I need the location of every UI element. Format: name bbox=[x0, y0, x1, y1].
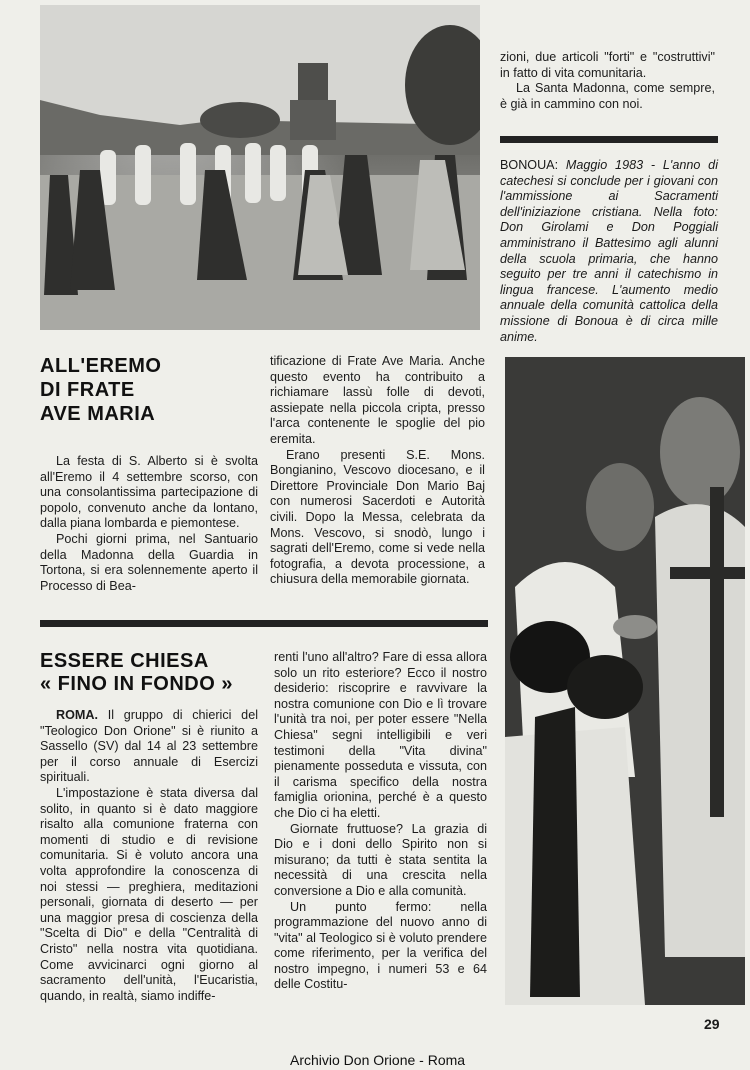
paragraph: Un punto fermo: nella programmazione del nuovo anno di "vita" al Teologico si è voluto prendere come riferimento, per la verifica del nostro impegno, i numeri 53 e 64 delle Costitu- bbox=[274, 899, 487, 992]
article1-column-2 bbox=[270, 354, 485, 588]
baptism-photo bbox=[505, 357, 745, 1005]
photo-caption bbox=[500, 158, 718, 345]
paragraph: Pochi giorni prima, nel Santuario della Madonna della Guardia in Tortona, si era solennemente aperto il Processo di Bea- bbox=[40, 531, 258, 593]
page-number: 29 bbox=[704, 1016, 720, 1032]
lead-text: Il gruppo di chierici del "Teologico Don Orione" si è riunito a Sassello (SV) dal 14 al 23 settembre per il corso annuale di Esercizi spirituali. bbox=[40, 708, 258, 785]
article-title bbox=[40, 354, 240, 426]
section-divider bbox=[500, 136, 718, 143]
lead-place: ROMA. bbox=[56, 708, 98, 722]
archive-label: Archivio Don Orione - Roma bbox=[290, 1052, 466, 1068]
title-line: ESSERE CHIESA bbox=[40, 650, 209, 672]
title-line: « FINO IN FONDO » bbox=[40, 673, 233, 695]
procession-photo bbox=[40, 5, 480, 330]
section-divider bbox=[40, 620, 488, 627]
article1-column-1 bbox=[40, 454, 258, 594]
paragraph: La festa di S. Alberto si è svolta all'Eremo il 4 settembre scorso, con una consolantissima partecipazione di popolo, convenuto anche da lontano, dalla piana lombarda e piemontese. bbox=[40, 454, 258, 531]
title-line: AVE MARIA bbox=[40, 403, 156, 425]
paragraph: renti l'uno all'altro? Fare di essa allora solo un rito esteriore? Ecco il nostro desiderio: riscoprire e ravvivare la nostra comunione con Dio e lì trovare l'unità tra noi, per poter essere "Nella Chiesa" segni intelligibili e veri testimoni della "Vita divina" pienamente posseduta e vissuta, con il carisma specifico della nostra famiglia orionina, perché è a questo che Dio ci ha eletti. bbox=[274, 650, 487, 820]
paragraph: tificazione di Frate Ave Maria. Anche questo evento ha contribuito a richiamare lassù folle di devoti, assiepate nella piccola cripta, presso l'arca contenente le spoglie del pio eremita. bbox=[270, 354, 485, 446]
continuation-paragraph: zioni, due articoli "forti" e "costruttivi" in fatto di vita comunitaria. bbox=[500, 50, 715, 80]
baptism-illustration bbox=[505, 357, 745, 1005]
caption-place: BONOUA: bbox=[500, 158, 559, 172]
caption-text: Maggio 1983 - L'anno di catechesi si conclude per i giovani con l'ammissione ai Sacramenti dell'iniziazione cristiana. Nella foto: Don Girolami e Don Poggiali amministrano il Battesimo agli alunni della scuola primaria, che hanno seguito per tre anni il catechismo in lingua francese. L'aumento medio annuale della comunità cattolica della missione di Bonoua è di circa mille anime. bbox=[500, 158, 718, 344]
procession-illustration bbox=[40, 5, 480, 330]
title-line: ALL'EREMO bbox=[40, 355, 162, 377]
title-line: DI FRATE bbox=[40, 379, 135, 401]
article2-column-1 bbox=[40, 708, 258, 1004]
paragraph: Giornate fruttuose? La grazia di Dio e i doni dello Spirito non si misurano; da tutti è stata sentita la necessità di una crescita nella conversione a Dio e alla comunità. bbox=[274, 821, 487, 898]
article-title bbox=[40, 650, 270, 696]
paragraph: Erano presenti S.E. Mons. Bongianino, Vescovo diocesano, e il Direttore Provinciale Don Mario Baj con numerosi Sacerdoti e Autorità civili. Dopo la Messa, celebrata da Mons. Vescovo, si snodò, lungo i sagrati dell'Eremo, come si vede nella fotografia, a devota processione, a chiusura della memorabile giornata. bbox=[270, 447, 485, 587]
continuation-text bbox=[500, 50, 715, 112]
article2-column-2 bbox=[274, 650, 487, 993]
continuation-paragraph: La Santa Madonna, come sempre, è già in cammino con noi. bbox=[500, 81, 715, 111]
paragraph: L'impostazione è stata diversa dal solito, in quanto si è dato maggiore risalto alla comunione fraterna con momenti di studio e di revisione comunitaria. Si è voluto ancora una volta approfondire la conoscenza di noi stessi — preghiera, meditazioni personali, giornata di deserto — per una maggior presa di coscienza della "Scelta di Dio" e della "Centralità di Cristo" nella nostra vita quotidiana. Come avvicinarci ogni giorno al sacramento dell'unità, l'Eucaristia, quando, in realtà, siamo indiffe- bbox=[40, 785, 258, 1003]
